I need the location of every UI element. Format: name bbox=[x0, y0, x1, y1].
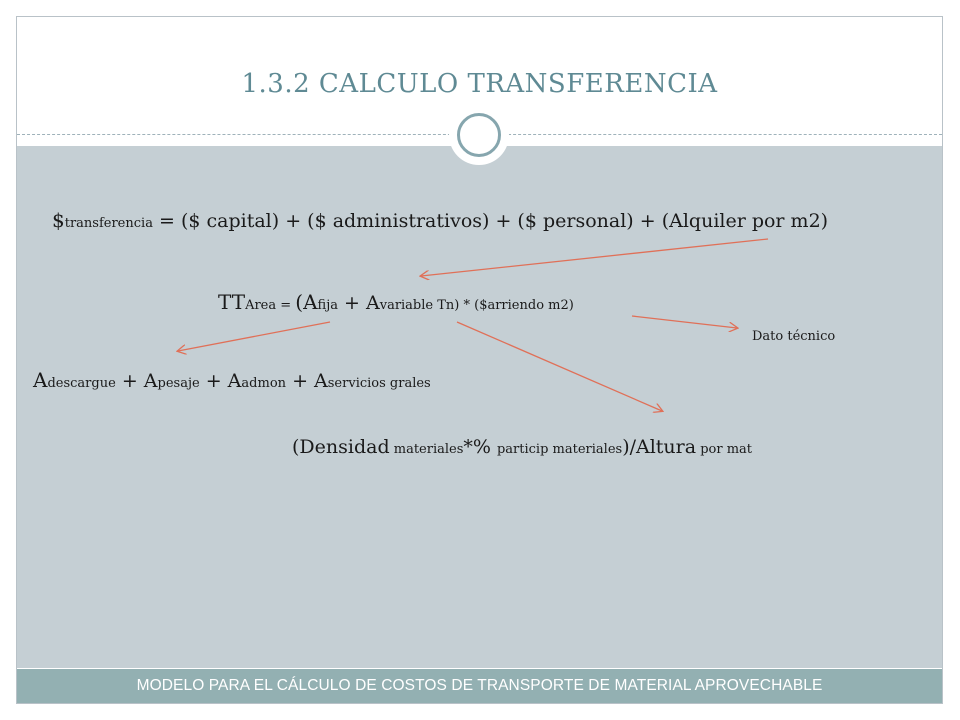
percent-term: *% bbox=[463, 436, 497, 458]
formula-transferencia bbox=[52, 208, 828, 232]
densidad-term: (Densidad bbox=[292, 436, 390, 458]
servicios-subscript: servicios grales bbox=[327, 376, 431, 391]
transferencia-subscript: transferencia bbox=[64, 216, 153, 231]
tt-symbol: TT bbox=[218, 290, 246, 314]
a-servicios-symbol: + A bbox=[286, 370, 328, 392]
a-pesaje-symbol: + A bbox=[115, 370, 158, 392]
formula-a-components bbox=[33, 368, 431, 392]
a-admon-symbol: + A bbox=[199, 370, 242, 392]
a-variable-plus: + A bbox=[337, 292, 380, 314]
a-fija-open: (A bbox=[295, 290, 318, 314]
ring-icon bbox=[457, 113, 501, 157]
area-subscript: Area bbox=[245, 298, 277, 313]
pesaje-subscript: pesaje bbox=[157, 376, 200, 391]
formula-densidad bbox=[292, 436, 752, 458]
descargue-subscript: descargue bbox=[47, 376, 116, 391]
arriendo-term: * ($arriendo m2) bbox=[459, 298, 574, 313]
dato-tecnico-note: Dato técnico bbox=[752, 329, 836, 344]
equals-sign-2: = bbox=[276, 298, 296, 313]
dollar-symbol: $ bbox=[52, 208, 65, 232]
equals-sign: = bbox=[152, 210, 181, 232]
slide-title: 1.3.2 CALCULO TRANSFERENCIA bbox=[241, 69, 718, 99]
circle-ornament-icon bbox=[449, 105, 509, 165]
footer-banner: MODELO PARA EL CÁLCULO DE COSTOS DE TRANSPORTE DE MATERIAL APROVECHABLE bbox=[17, 669, 942, 703]
materiales-subscript: materiales bbox=[389, 442, 464, 457]
transferencia-terms: ($ capital) + ($ administrativos) + ($ personal) + (Alquiler por m2) bbox=[180, 210, 829, 232]
por-mat-subscript: por mat bbox=[696, 442, 753, 457]
altura-term: )/Altura bbox=[622, 436, 697, 458]
variable-subscript: variable Tn) bbox=[379, 298, 460, 313]
fija-subscript: fija bbox=[317, 298, 338, 313]
formula-tt-area bbox=[218, 290, 574, 314]
particip-subscript: particip materiales bbox=[496, 442, 623, 457]
admon-subscript: admon bbox=[241, 376, 287, 391]
a-descargue-symbol: A bbox=[33, 368, 48, 392]
